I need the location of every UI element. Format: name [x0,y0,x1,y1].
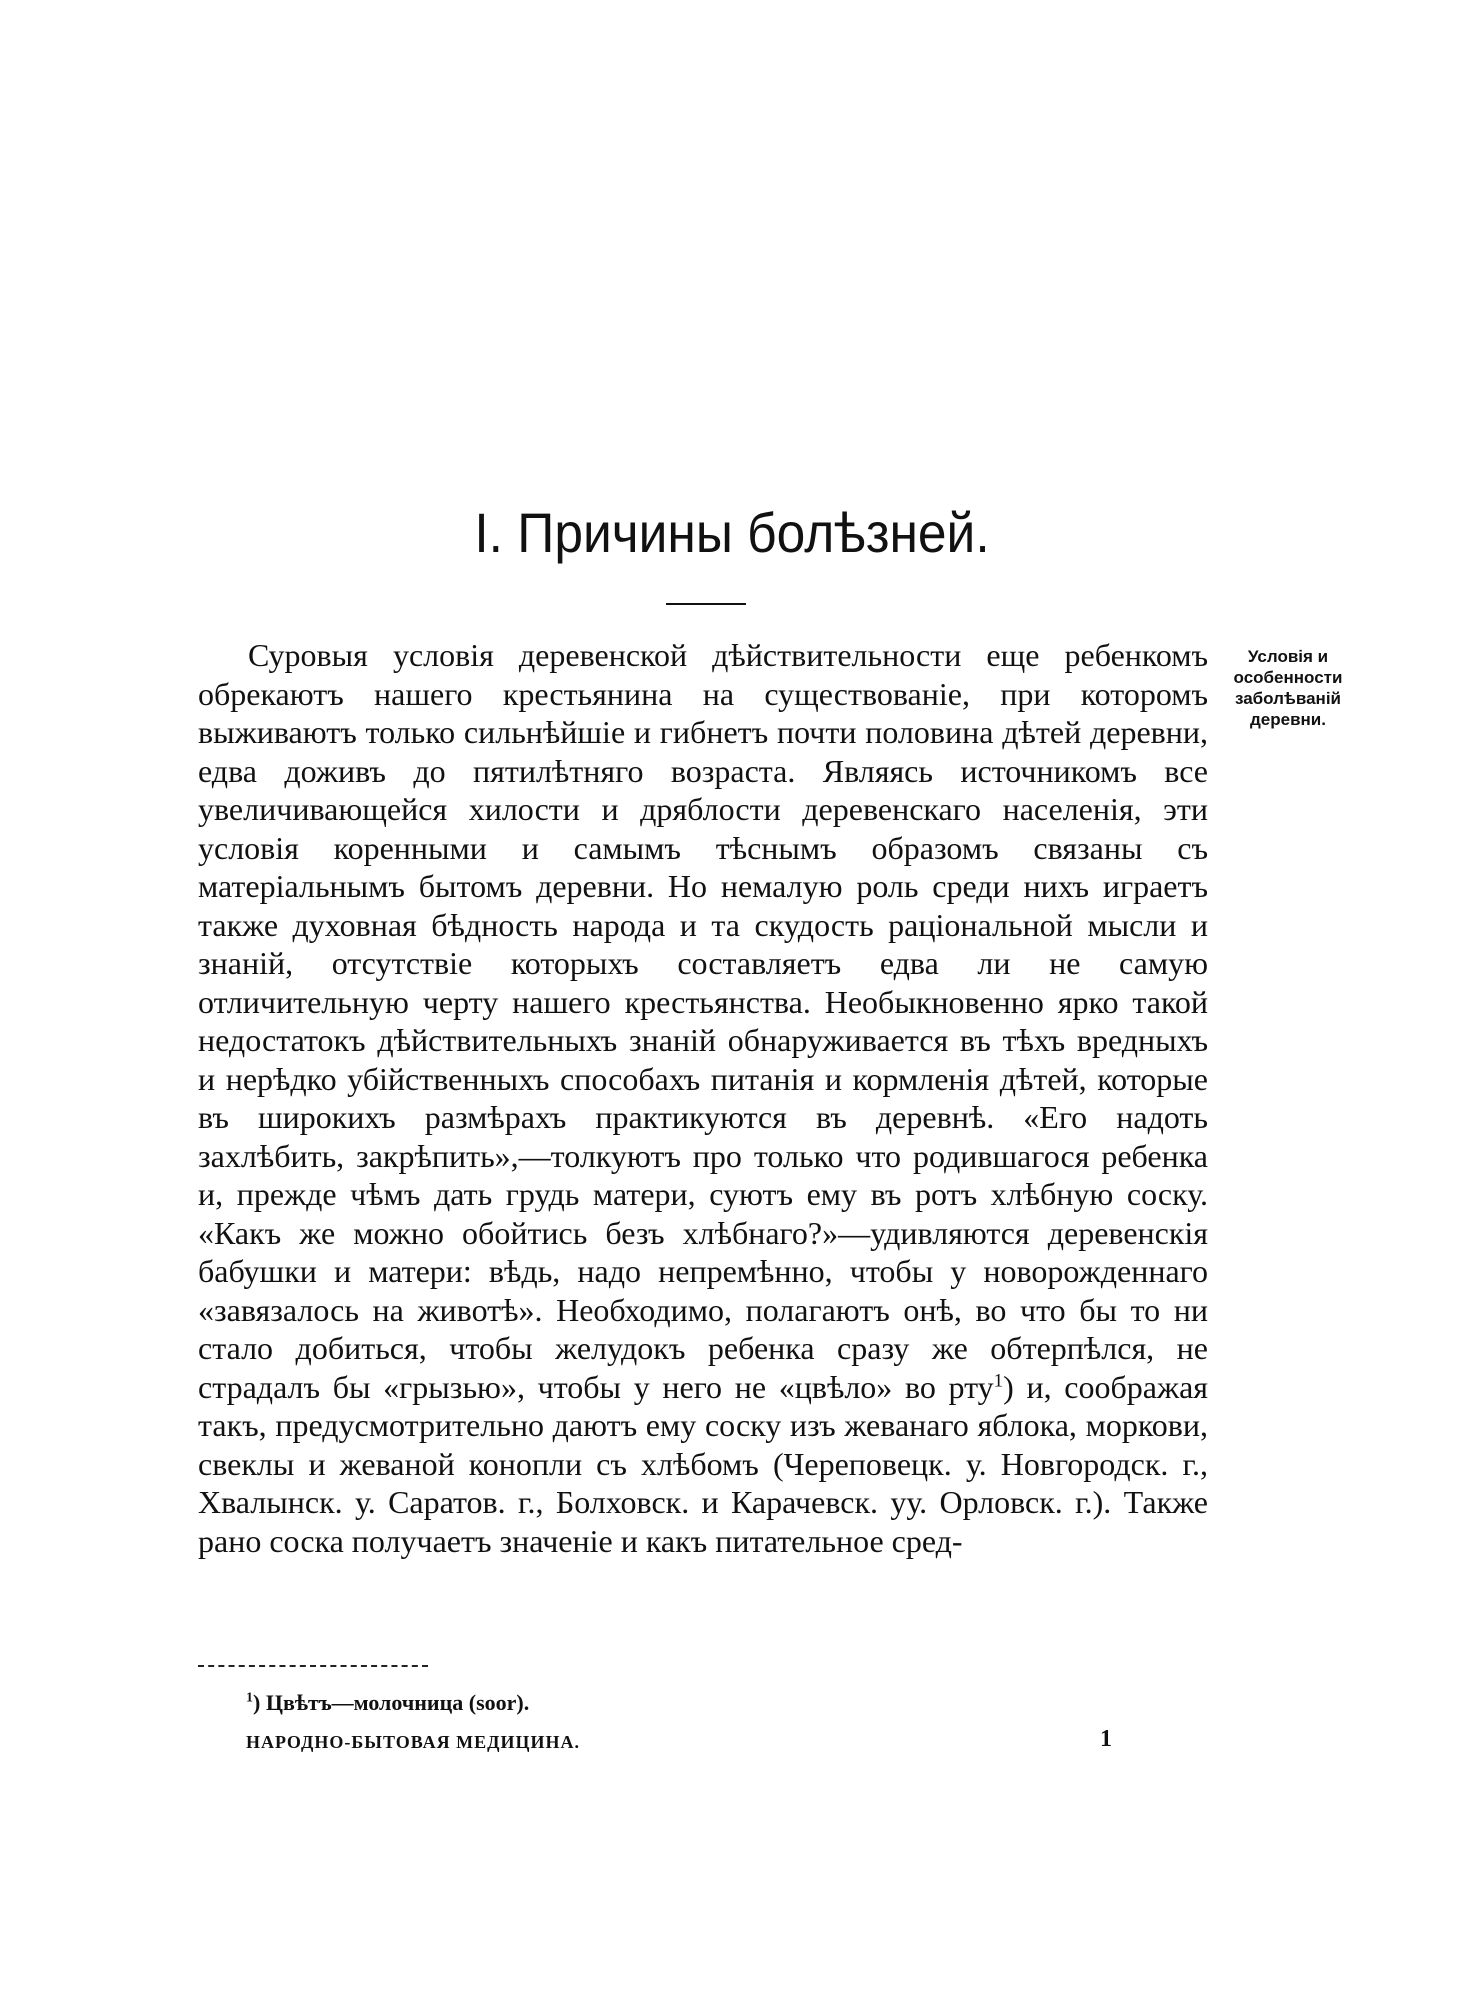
margin-note [1218,646,1358,730]
margin-note-line: особенности [1233,668,1343,687]
footnote-reference: 1 [993,1369,1004,1391]
footnote [246,1690,529,1716]
margin-note-line: деревни. [1250,710,1326,729]
footnote-marker: 1 [246,1690,253,1706]
page-number: 1 [1100,1726,1112,1752]
footnote-divider [198,1665,428,1667]
footnote-text: ) Цвѣтъ—молочница (soor). [253,1690,530,1715]
margin-note-line: Условія и [1247,647,1329,666]
body-text-part-2: ) и, соображая такъ, предусмотрительно даютъ ему соску изъ жеванаго яблока, моркови, свеклы и жеваной конопли съ хлѣбомъ (Череповецк. у. Новгородск. г., Хвалынск. у. Саратов. г., Болховск. и Карачевск. уу. Орловск. г.). Также рано соска получаетъ значеніе и какъ питательное сред- [198,1368,1209,1559]
body-paragraph [198,636,1208,1560]
margin-note-line: заболѣваній [1234,689,1341,708]
title-divider [666,603,746,605]
body-text-part-1: Суровыя условія деревенской дѣйствительности еще ребенкомъ обрекаютъ нашего крестьянина на существованіе, при которомъ выживаютъ только сильнѣйшіе и гибнетъ почти половина дѣтей деревни, едва доживъ до пятилѣтняго возраста. Являясь источникомъ все увеличивающейся хилости и дряблости деревенскаго населенія, эти условія коренными и самымъ тѣснымъ образомъ связаны съ матеріальнымъ бытомъ деревни. Но немалую роль среди нихъ играетъ также духовная бѣдность народа и та скудость раціональной мысли и знаній, отсутствіе которыхъ составляетъ едва ли не самую отличительную черту нашего крестьянства. Необыкновенно ярко такой недостатокъ дѣйствительныхъ знаній обнаруживается въ тѣхъ вредныхъ и нерѣдко убійственныхъ способахъ питанія и кормленія дѣтей, которые въ широкихъ размѣрахъ практикуются въ деревнѣ. «Его надоть захлѣбить, закрѣпить»,—толкуютъ про только что родившагося ребенка и, прежде чѣмъ дать грудь матери, суютъ ему въ ротъ хлѣбную соску. «Какъ же можно обойтись безъ хлѣбнаго?»—удивляются деревенскія бабушки и матери: вѣдь, надо непремѣнно, чтобы у новорожденнаго «завязалось на животѣ». Необходимо, полагаютъ онѣ, во что бы то ни стало добиться, чтобы желудокъ ребенка сразу же обтерпѣлся, не страдалъ бы «грызью», чтобы у него не «цвѣло» во рту [198,637,1208,1405]
chapter-title: I. Причины болѣзней. [474,501,990,564]
running-footer-title: НАРОДНО-БЫТОВАЯ МЕДИЦИНА. [246,1732,580,1752]
